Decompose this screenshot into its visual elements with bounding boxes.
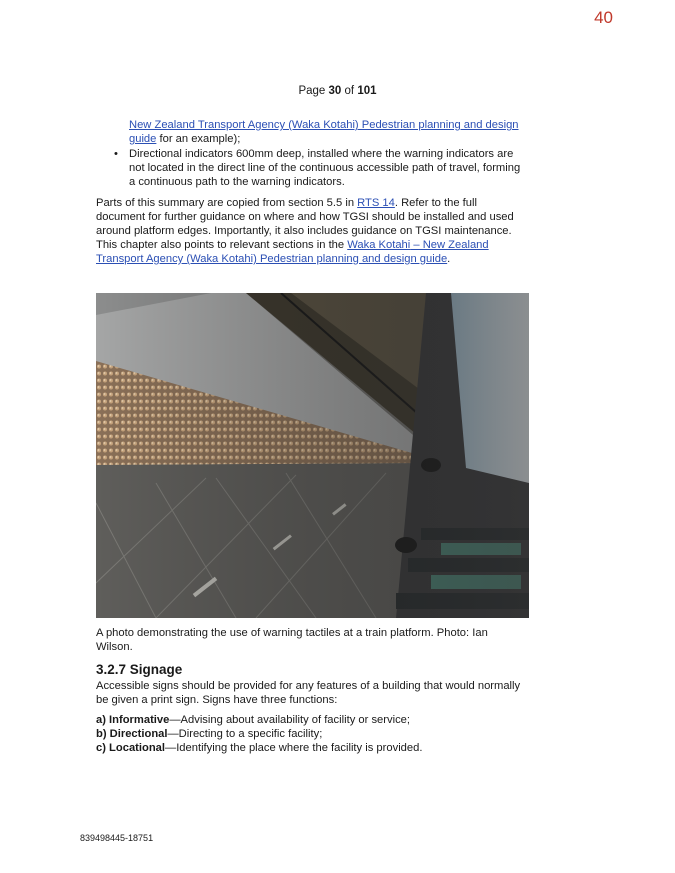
function-label: a) Informative xyxy=(96,714,170,726)
nzta-guide-link[interactable]: New Zealand Transport Agency (Waka Kotahi) Pedestrian planning and design guide xyxy=(129,119,519,145)
bullet-dot-icon: • xyxy=(114,148,118,160)
pedestrian-guide-link[interactable]: – New Zealand Transport Agency (Waka Kotahi) Pedestrian planning and design guide xyxy=(96,239,489,265)
function-text: —Advising about availability of facility or service; xyxy=(169,714,410,726)
function-label: b) Directional xyxy=(96,728,168,740)
section-heading: 3.2.7 Signage xyxy=(96,662,183,677)
sign-functions-list xyxy=(96,713,526,755)
function-item xyxy=(96,741,526,755)
page-of-label: of xyxy=(344,85,355,97)
paragraph-text-1: Parts of this summary are copied from section 5.5 in xyxy=(96,197,358,209)
function-text: —Directing to a specific facility; xyxy=(167,728,323,740)
bullet-continuation xyxy=(96,118,526,146)
summary-paragraph xyxy=(96,196,526,266)
platform-photo xyxy=(96,293,529,618)
function-item xyxy=(96,713,526,727)
page-number: 40 xyxy=(594,8,613,27)
function-label: c) Locational xyxy=(96,742,165,754)
bullet-item xyxy=(96,147,526,189)
function-text: —Identifying the place where the facility is provided. xyxy=(165,742,423,754)
current-page: 30 xyxy=(328,85,342,97)
section-body: Accessible signs should be provided for any features of a building that would normally be given a print sign. Signs have three functions: xyxy=(96,680,521,706)
rts14-link[interactable]: RTS 14 xyxy=(357,197,395,209)
page-label: Page xyxy=(298,85,326,97)
waka-kotahi-link[interactable]: Waka Kotahi xyxy=(347,239,411,251)
function-item xyxy=(96,727,526,741)
document-id: 839498445-18751 xyxy=(80,833,154,843)
paragraph-text-2: . Refer to the full document for further guidance on where and how TGSI should be installed and used around platform edges. Importantly, it also includes guidance on TGSI maintenance. This chapter also points to relevant sections in the xyxy=(96,197,514,251)
photo-caption: A photo demonstrating the use of warning tactiles at a train platform. Photo: Ian Wilson. xyxy=(96,627,488,653)
continuation-suffix: for an example); xyxy=(156,133,241,145)
paragraph-end: . xyxy=(447,253,451,265)
bullet-item-text: Directional indicators 600mm deep, installed where the warning indicators are not located in the direct line of the continuous accessible path of travel, forming a continuous path to the warning indicators. xyxy=(129,148,521,188)
total-pages: 101 xyxy=(357,85,377,97)
bullet-list xyxy=(96,118,526,189)
page-header xyxy=(0,85,675,97)
